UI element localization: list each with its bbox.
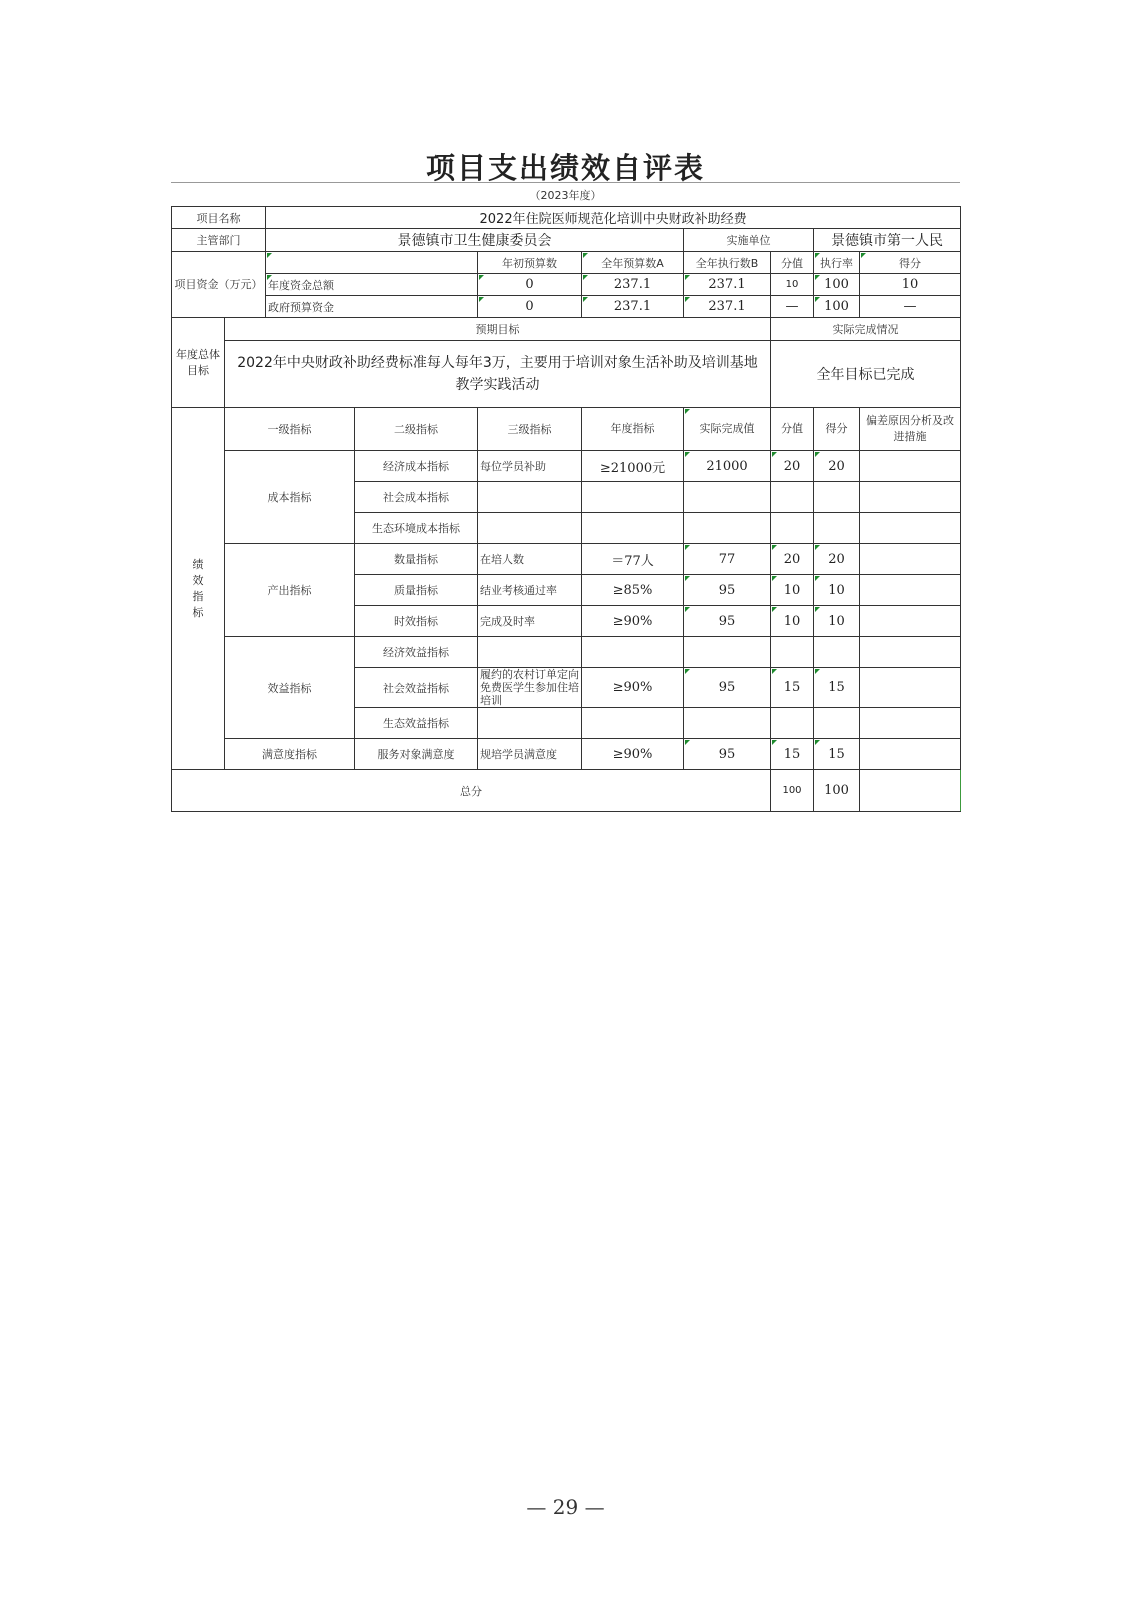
indicator-score [814, 637, 860, 668]
indicator-score-value: 15 [771, 668, 814, 708]
indicator-l2: 服务对象满意度 [355, 739, 478, 770]
indicator-target [582, 708, 684, 739]
actual-value-header: 实际完成值 [684, 408, 771, 451]
score-value-header: 分值 [771, 252, 814, 274]
indicator-deviation [860, 668, 961, 708]
actual-goal-text: 全年目标已完成 [771, 341, 961, 408]
indicator-score-value: 20 [771, 451, 814, 482]
indicator-actual: 95 [684, 606, 771, 637]
indicator-l3: 每位学员补助 [478, 451, 582, 482]
funds-cell: — [860, 296, 961, 318]
funds-cell: 10 [860, 274, 961, 296]
indicator-l3: 在培人数 [478, 544, 582, 575]
funds-cell: 237.1 [582, 274, 684, 296]
indicator-l3 [478, 513, 582, 544]
indicator-score: 20 [814, 451, 860, 482]
funds-label: 项目资金（万元） [172, 252, 266, 318]
indicator-score: 10 [814, 575, 860, 606]
indicator-deviation [860, 482, 961, 513]
indicator-score [814, 482, 860, 513]
indicator-score-value [771, 708, 814, 739]
funds-cell: 100 [814, 296, 860, 318]
funds-cell: 237.1 [684, 274, 771, 296]
page-number: — 29 — [526, 1495, 605, 1519]
impl-unit-value: 景德镇市第一人民 [814, 229, 961, 252]
funds-cell: 10 [771, 274, 814, 296]
indicator-score: 20 [814, 544, 860, 575]
annual-target-header: 年度指标 [582, 408, 684, 451]
indicator-l2: 经济效益指标 [355, 637, 478, 668]
indicator-l3: 规培学员满意度 [478, 739, 582, 770]
indicator-deviation [860, 544, 961, 575]
indicator-target: ≥85% [582, 575, 684, 606]
report-year: （2023年度） [529, 189, 602, 202]
page-title: 项目支出绩效自评表 [425, 151, 705, 185]
funds-cell: — [771, 296, 814, 318]
year-start-budget-header: 年初预算数 [478, 252, 582, 274]
indicator-score: 15 [814, 739, 860, 770]
indicator-actual: 21000 [684, 451, 771, 482]
annual-exec-b-header: 全年执行数B [684, 252, 771, 274]
score-header: 得分 [860, 252, 961, 274]
indicator-actual: 95 [684, 739, 771, 770]
expected-goals-header: 预期目标 [225, 318, 771, 341]
indicator-deviation [860, 637, 961, 668]
group-output: 产出指标 [225, 544, 355, 637]
score-value-v-header: 分值 [771, 408, 814, 451]
funds-cell: 0 [478, 274, 582, 296]
indicator-l2: 社会效益指标 [355, 668, 478, 708]
indicator-target: ≥90% [582, 606, 684, 637]
project-name-value: 2022年住院医师规范化培训中央财政补助经费 [266, 207, 961, 229]
indicator-l3: 履约的农村订单定向免费医学生参加住培培训 [478, 668, 582, 708]
project-name-label: 项目名称 [172, 207, 266, 229]
indicator-actual [684, 637, 771, 668]
indicator-score-value: 10 [771, 606, 814, 637]
gov-budget-funds-label: 政府预算资金 [266, 296, 478, 318]
indicator-actual: 95 [684, 575, 771, 606]
indicator-actual [684, 513, 771, 544]
indicator-l3 [478, 482, 582, 513]
competent-dept-label: 主管部门 [172, 229, 266, 252]
indicator-score-value: 15 [771, 739, 814, 770]
indicator-deviation [860, 513, 961, 544]
indicator-actual [684, 482, 771, 513]
group-cost: 成本指标 [225, 451, 355, 544]
group-benefit: 效益指标 [225, 637, 355, 739]
indicator-actual: 95 [684, 668, 771, 708]
score-v-header: 得分 [814, 408, 860, 451]
indicator-l2: 质量指标 [355, 575, 478, 606]
indicator-target [582, 637, 684, 668]
deviation-header: 偏差原因分析及改进措施 [860, 408, 961, 451]
indicator-target: ≥90% [582, 739, 684, 770]
indicator-l3: 结业考核通过率 [478, 575, 582, 606]
exec-rate-header: 执行率 [814, 252, 860, 274]
indicator-l3 [478, 708, 582, 739]
funds-cell: 100 [814, 274, 860, 296]
indicator-l3: 完成及时率 [478, 606, 582, 637]
indicator-l2: 经济成本指标 [355, 451, 478, 482]
title-rule [171, 182, 960, 183]
indicator-score [814, 513, 860, 544]
level2-header: 二级指标 [355, 408, 478, 451]
indicator-l3 [478, 637, 582, 668]
impl-unit-label: 实施单位 [684, 229, 814, 252]
total-deviation [860, 770, 961, 812]
indicator-score [814, 708, 860, 739]
expected-goal-text: 2022年中央财政补助经费标准每人每年3万，主要用于培训对象生活补助及培训基地教学实践活动 [225, 341, 771, 408]
annual-budget-a-header: 全年预算数A [582, 252, 684, 274]
indicator-l2: 数量指标 [355, 544, 478, 575]
actual-completion-header: 实际完成情况 [771, 318, 961, 341]
indicator-target [582, 513, 684, 544]
funds-cell: 0 [478, 296, 582, 318]
perf-indicators-label: 绩效指标 [172, 408, 225, 770]
indicator-deviation [860, 575, 961, 606]
level1-header: 一级指标 [225, 408, 355, 451]
indicator-deviation [860, 739, 961, 770]
indicator-l2: 社会成本指标 [355, 482, 478, 513]
funds-header-blank [266, 252, 478, 274]
indicator-target: ≥21000元 [582, 451, 684, 482]
total-score: 100 [814, 770, 860, 812]
indicator-score-value: 20 [771, 544, 814, 575]
total-score-value: 100 [771, 770, 814, 812]
indicator-l2: 生态效益指标 [355, 708, 478, 739]
indicator-target: ＝77人 [582, 544, 684, 575]
total-funds-label: 年度资金总额 [266, 274, 478, 296]
indicator-score-value [771, 482, 814, 513]
self-evaluation-table [171, 206, 961, 812]
indicator-target: ≥90% [582, 668, 684, 708]
funds-cell: 237.1 [582, 296, 684, 318]
indicator-deviation [860, 451, 961, 482]
indicator-score-value [771, 637, 814, 668]
annual-goals-label: 年度总体目标 [172, 318, 225, 408]
indicator-deviation [860, 606, 961, 637]
level3-header: 三级指标 [478, 408, 582, 451]
indicator-actual: 77 [684, 544, 771, 575]
group-satisfaction: 满意度指标 [225, 739, 355, 770]
indicator-score-value [771, 513, 814, 544]
indicator-target [582, 482, 684, 513]
indicator-actual [684, 708, 771, 739]
total-score-label: 总分 [172, 770, 771, 812]
indicator-score: 15 [814, 668, 860, 708]
indicator-score-value: 10 [771, 575, 814, 606]
indicator-score: 10 [814, 606, 860, 637]
indicator-l2: 生态环境成本指标 [355, 513, 478, 544]
indicator-l2: 时效指标 [355, 606, 478, 637]
indicator-deviation [860, 708, 961, 739]
funds-cell: 237.1 [684, 296, 771, 318]
competent-dept-value: 景德镇市卫生健康委员会 [266, 229, 684, 252]
